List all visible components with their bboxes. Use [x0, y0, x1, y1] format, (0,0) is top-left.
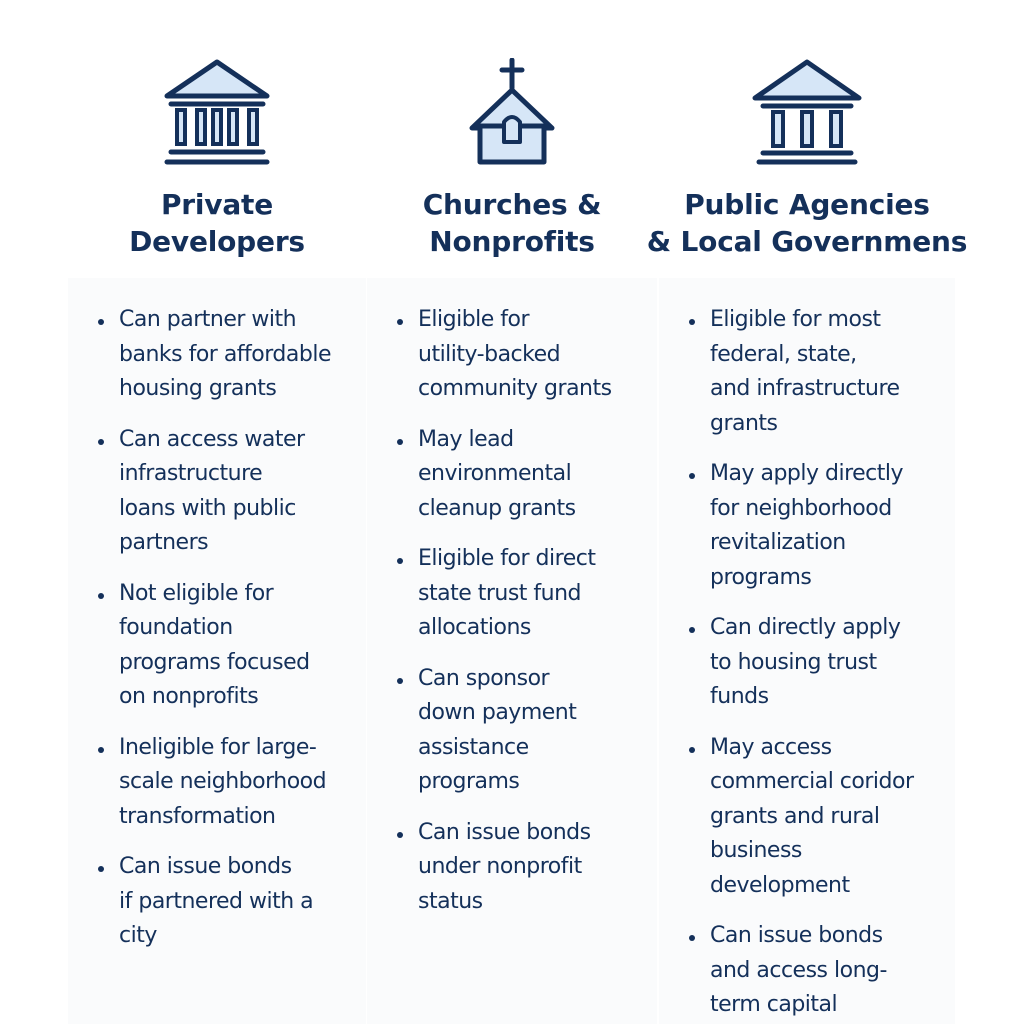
item-line: community grants [418, 376, 612, 401]
bullet-icon [689, 627, 695, 633]
item-line: housing grants [119, 376, 277, 401]
list-item [397, 423, 659, 527]
item-line: for neighborhood [710, 495, 892, 521]
item-line: scale neighborhood [119, 769, 327, 794]
list-item [689, 457, 951, 595]
list-item [397, 303, 659, 407]
item-line: and infrastructure [710, 376, 900, 401]
item-line: Can issue bonds [418, 819, 591, 845]
item-line: if partnered with a [119, 888, 314, 914]
bullet-icon [689, 747, 695, 753]
item-line: Ineligible for large- [119, 734, 317, 760]
item-line: federal, state, [710, 341, 857, 367]
item-line: on nonprofits [119, 684, 259, 709]
list-item [98, 423, 360, 561]
list-item [397, 662, 659, 800]
item-line: revitalization [710, 530, 846, 555]
column-heading [48, 186, 386, 260]
item-line: programs focused [119, 649, 310, 675]
item-line: allocations [418, 615, 531, 640]
item-line: partners [119, 530, 209, 555]
item-line: to housing trust [710, 649, 877, 675]
bullet-icon [397, 319, 403, 325]
item-line: Can access water [119, 426, 305, 452]
item-line: assistance [418, 734, 529, 760]
list-item [689, 919, 951, 1023]
item-line: Can issue bonds [119, 854, 292, 879]
item-line: banks for affordable [119, 341, 331, 367]
list-item [397, 542, 659, 646]
list-item [98, 303, 360, 407]
item-line: funds [710, 684, 769, 709]
bullet-icon [397, 832, 403, 838]
item-line: programs [710, 564, 812, 590]
heading-line: & Local Governmens [646, 225, 968, 258]
item-line: term capital [710, 992, 838, 1017]
item-line: foundation [119, 615, 233, 640]
bullet-icon [689, 319, 695, 325]
heading-line: Nonprofits [429, 225, 595, 258]
item-line: programs [418, 769, 520, 794]
government-building-icon [747, 58, 867, 168]
item-line: state trust fund [418, 580, 582, 606]
item-line: Not eligible for [119, 580, 274, 606]
list-item [689, 303, 951, 441]
item-line: Eligible for direct [418, 546, 596, 571]
column-private-developers [68, 0, 366, 1024]
item-line: May lead [418, 426, 514, 452]
bullet-icon [98, 439, 104, 445]
bullet-icon [397, 558, 403, 564]
item-line: status [418, 888, 483, 914]
bullet-icon [397, 678, 403, 684]
item-line: business [710, 838, 802, 863]
list-item [689, 731, 951, 904]
item-line: grants and rural [710, 803, 880, 829]
item-line: Eligible for most [710, 307, 881, 332]
item-line: under nonprofit [418, 854, 582, 879]
item-line: down payment [418, 700, 577, 725]
church-icon [452, 58, 572, 168]
item-line: Can directly apply [710, 615, 901, 640]
bullet-icon [689, 473, 695, 479]
heading-line: Developers [129, 225, 305, 258]
item-line: commercial coridor [710, 769, 914, 794]
item-line: loans with public [119, 495, 296, 521]
bullet-icon [397, 439, 403, 445]
column-public-agencies [646, 0, 968, 1024]
item-line: environmental [418, 461, 572, 486]
item-line: transformation [119, 803, 276, 829]
column-heading [639, 186, 975, 260]
column-heading [347, 186, 677, 260]
list-item [98, 731, 360, 835]
item-line: cleanup grants [418, 495, 576, 521]
item-line: May access [710, 734, 832, 760]
eligibility-list [689, 303, 951, 1024]
item-line: and access long- [710, 957, 887, 983]
list-item [98, 850, 360, 954]
list-item [689, 611, 951, 715]
item-line: Can partner with [119, 307, 297, 332]
eligibility-list [98, 303, 360, 970]
list-item [397, 816, 659, 920]
column-churches-nonprofits [367, 0, 657, 1024]
item-line: infrastructure [119, 461, 263, 486]
eligibility-list [397, 303, 659, 935]
bullet-icon [689, 935, 695, 941]
bank-building-icon [157, 58, 277, 168]
item-line: city [119, 923, 157, 948]
item-line: May apply directly [710, 461, 904, 486]
bullet-icon [98, 866, 104, 872]
item-line: utility-backed [418, 341, 561, 367]
bullet-icon [98, 593, 104, 599]
heading-line: Churches & [422, 188, 602, 221]
bullet-icon [98, 747, 104, 753]
item-line: Can sponsor [418, 665, 550, 691]
heading-line: Private [160, 188, 274, 221]
bullet-icon [98, 319, 104, 325]
item-line: Can issue bonds [710, 923, 883, 948]
item-line: development [710, 872, 850, 898]
heading-line: Public Agencies [684, 188, 930, 221]
item-line: Eligible for [418, 307, 530, 332]
list-item [98, 577, 360, 715]
item-line: grants [710, 410, 778, 436]
